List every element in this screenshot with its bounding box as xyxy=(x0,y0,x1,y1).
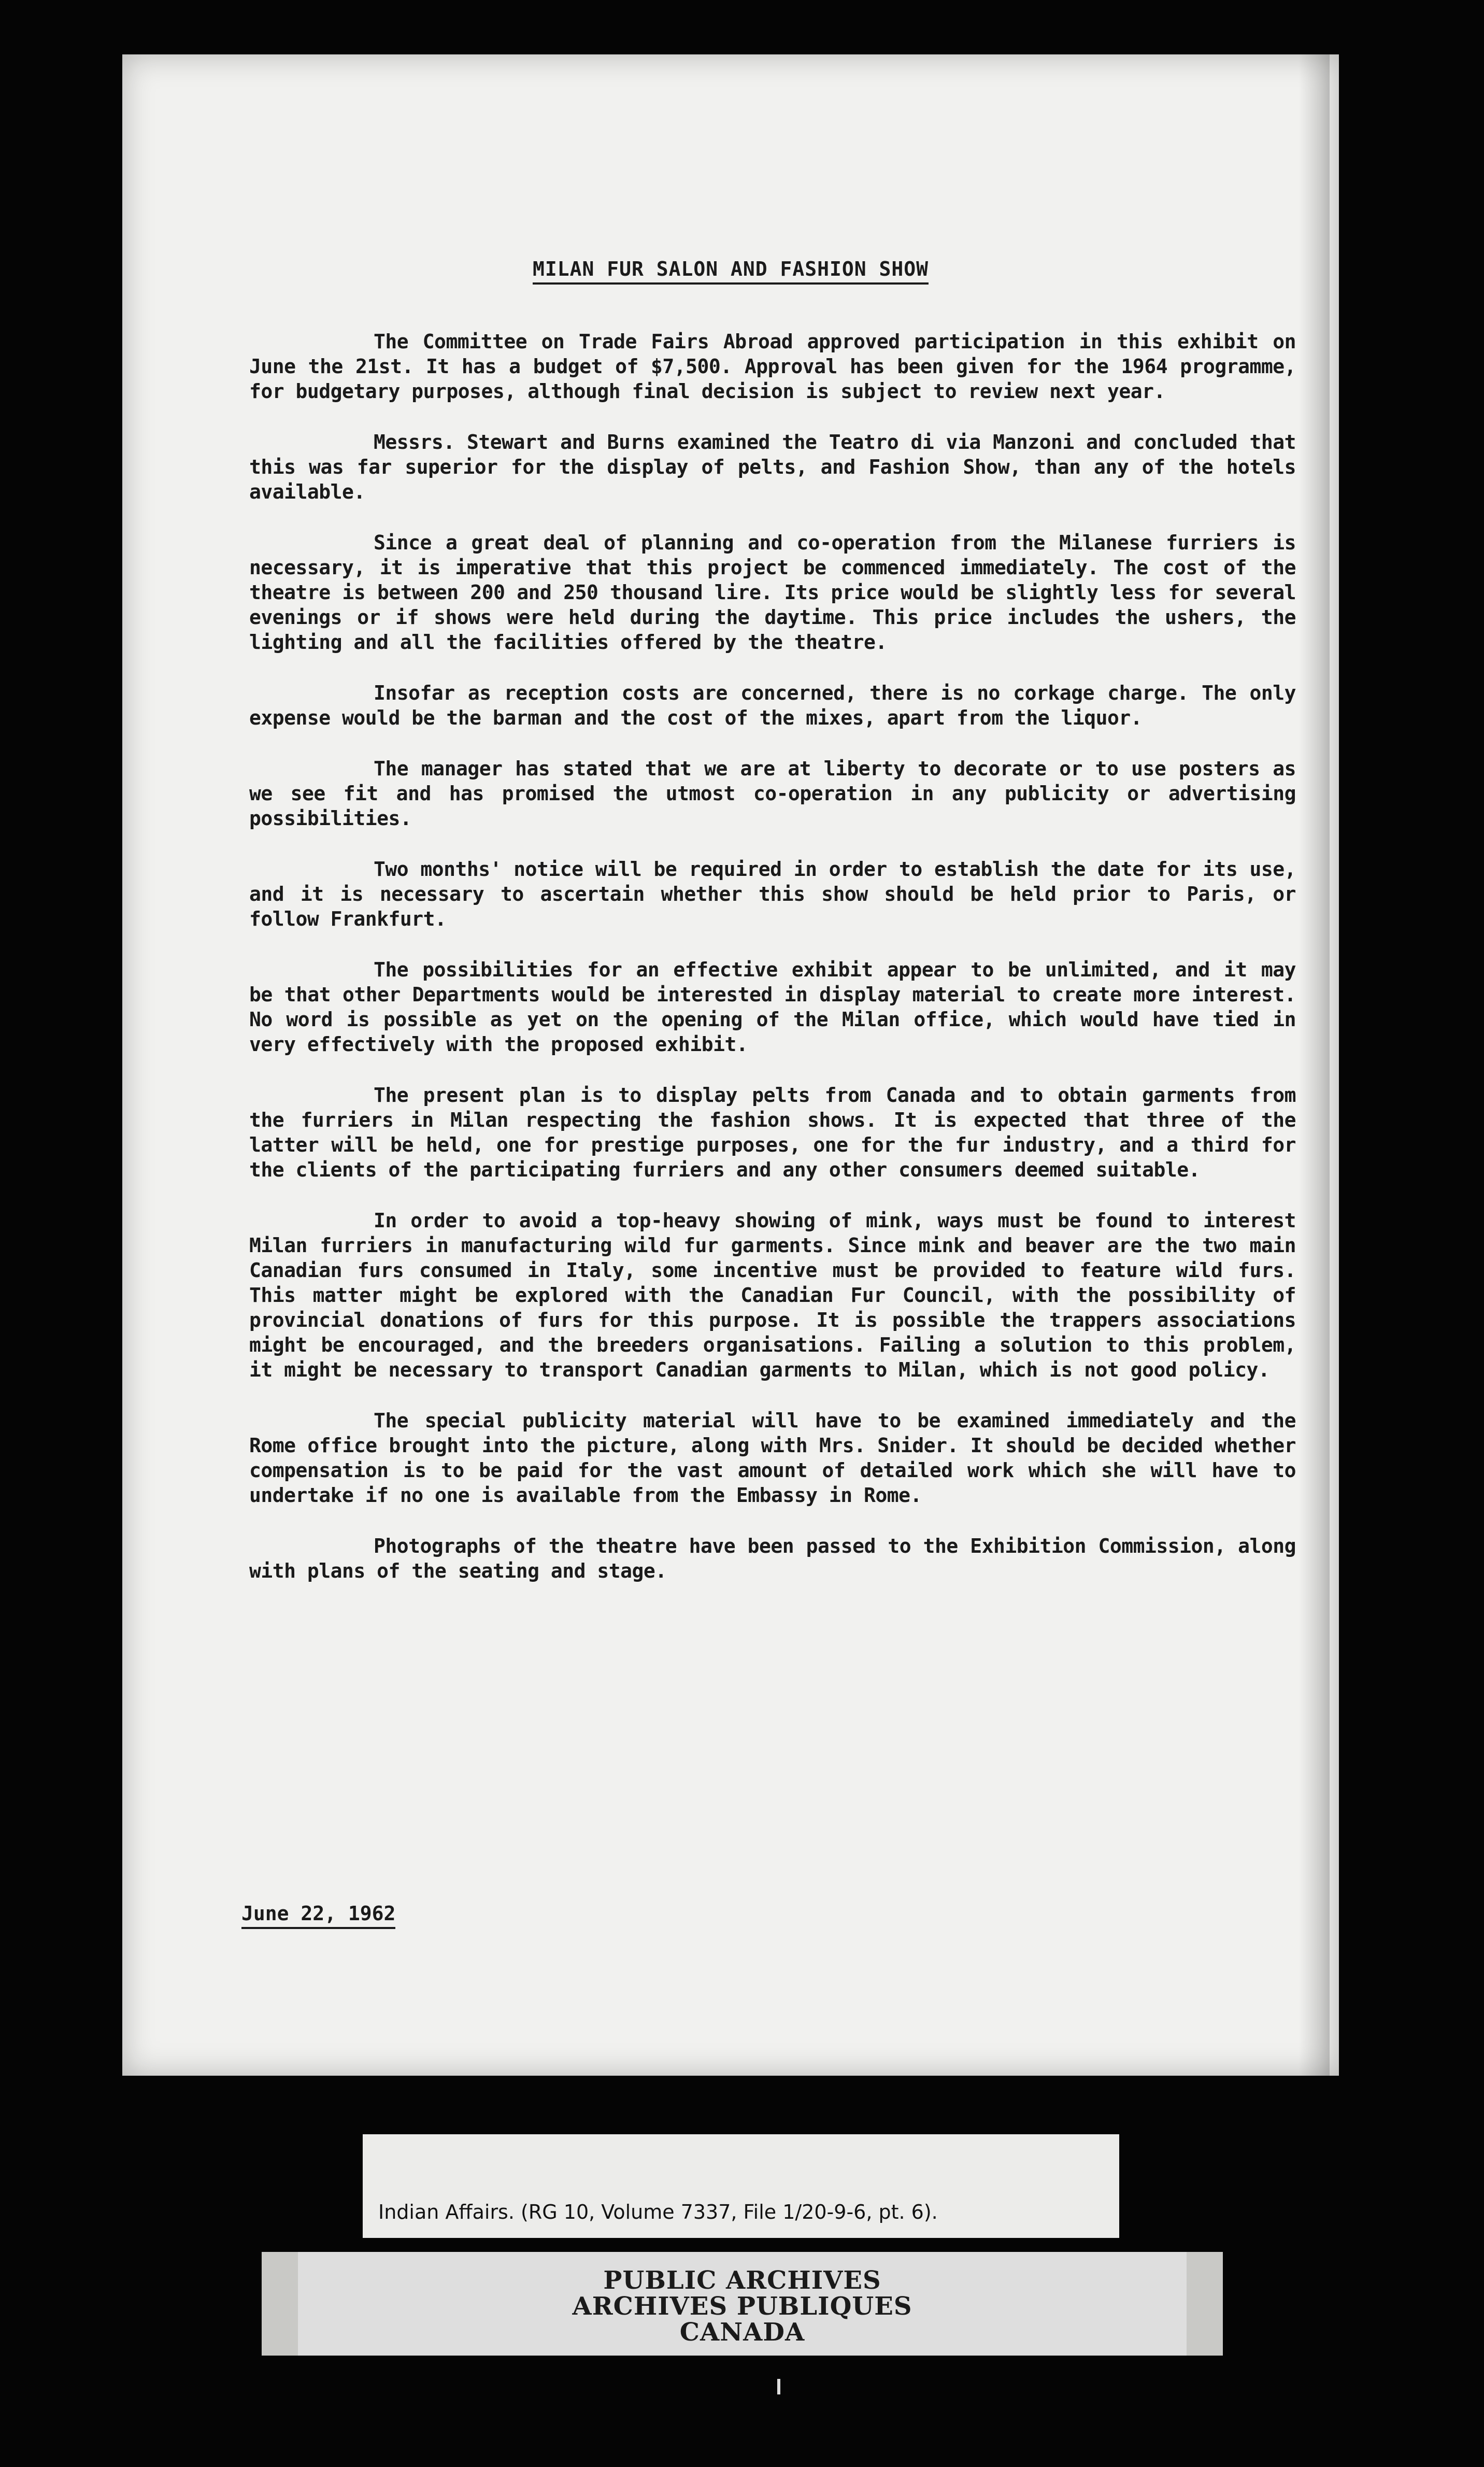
archives-stamp-inner xyxy=(298,2252,1187,2356)
paragraph-7: The possibilities for an effective exhibit appear to be unlimited, and it may be that other Departments would be interested in display material to create more interest. No word is possible as yet on the opening of the Milan office, which would have tied in very effectively with the proposed exhibit. xyxy=(249,958,1296,1056)
archives-stamp xyxy=(262,2252,1223,2356)
film-edge-mark xyxy=(777,2379,780,2394)
paragraph-2: Messrs. Stewart and Burns examined the Teatro di via Manzoni and concluded that this was far superior for the display of pelts, and Fashion Show, than any of the hotels available. xyxy=(249,431,1296,503)
document-body xyxy=(249,329,1296,1609)
document-page xyxy=(122,54,1339,2076)
paragraph-11: Photographs of the theatre have been passed to the Exhibition Commission, along with plans of the seating and stage. xyxy=(249,1535,1296,1582)
paragraph-3: Since a great deal of planning and co-operation from the Milanese furriers is necessary, it is imperative that this project be commenced immediately. The cost of the theatre is between 200 and 250 thousand lire. Its price would be slightly less for several evenings or if shows were held during the daytime. This price includes the ushers, the lighting and all the facilities offered by the theatre. xyxy=(249,531,1296,654)
archive-reference-label xyxy=(363,2134,1119,2238)
paragraph-9: In order to avoid a top-heavy showing of mink, ways must be found to interest Milan furriers in manufacturing wild fur garments. Since mink and beaver are the two main Canadian furs consumed in Italy, some incentive must be provided to feature wild furs. This matter might be explored with the Canadian Fur Council, with the possibility of provincial donations of furs for this purpose. It is possible the trappers associations might be encouraged, and the breeders organisations. Failing a solution to this problem, it might be necessary to transport Canadian garments to Milan, which is not good policy. xyxy=(249,1209,1296,1381)
document-title xyxy=(122,258,1339,280)
paragraph-1: The Committee on Trade Fairs Abroad approved participation in this exhibit on June the 21st. It has a budget of $7,500. Approval has been given for the 1964 programme, for budgetary purposes, although final decision is subject to review next year. xyxy=(249,330,1296,403)
stamp-line-country: CANADA xyxy=(679,2318,805,2347)
paragraph-8: The present plan is to display pelts from Canada and to obtain garments from the furriers in Milan respecting the fashion shows. It is expected that three of the latter will be held, one for prestige purposes, one for the fur industry, and a third for the clients of the participating furriers and any other consumers deemed suitable. xyxy=(249,1084,1296,1181)
paragraph-6: Two months' notice will be required in order to establish the date for its use, and it is necessary to ascertain whether this show should be held prior to Paris, or follow Frankfurt. xyxy=(249,858,1296,930)
paragraph-5: The manager has stated that we are at liberty to decorate or to use posters as we see fit and has promised the utmost co-operation in any publicity or advertising possibilities. xyxy=(249,757,1296,830)
document-title-text: MILAN FUR SALON AND FASHION SHOW xyxy=(533,258,929,285)
stamp-line-french: ARCHIVES PUBLIQUES xyxy=(572,2292,912,2321)
paragraph-4: Insofar as reception costs are concerned, there is no corkage charge. The only expense would be the barman and the cost of the mixes, apart from the liquor. xyxy=(249,682,1296,729)
stamp-line-english: PUBLIC ARCHIVES xyxy=(603,2266,881,2295)
archive-reference-text: Indian Affairs. (RG 10, Volume 7337, File 1/20-9-6, pt. 6). xyxy=(378,2201,938,2223)
document-date xyxy=(241,1902,395,1925)
document-date-text: June 22, 1962 xyxy=(241,1902,395,1929)
paragraph-10: The special publicity material will have to be examined immediately and the Rome office brought into the picture, along with Mrs. Snider. It should be decided whether compensation is to be paid for the vast amount of detailed work which she will have to undertake if no one is available from the Embassy in Rome. xyxy=(249,1409,1296,1507)
